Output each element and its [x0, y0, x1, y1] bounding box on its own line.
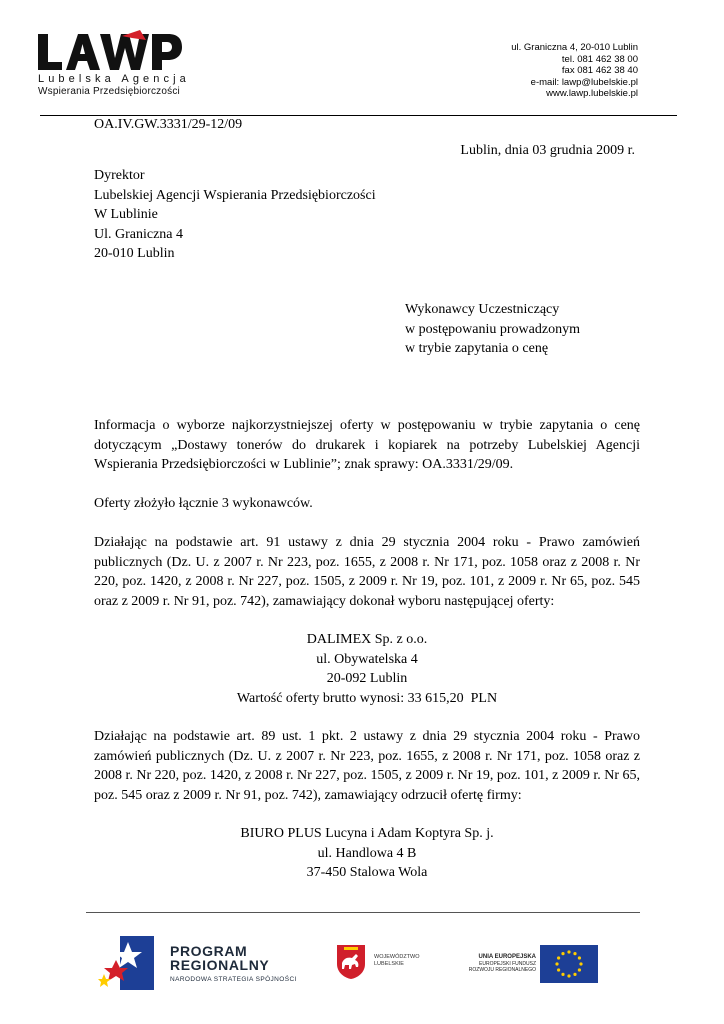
recipient-line: w postępowaniu prowadzonym	[405, 321, 580, 337]
address-line: 20-010 Lublin	[94, 246, 175, 262]
program-line-3: NARODOWA STRATEGIA SPÓJNOŚCI	[170, 976, 297, 983]
address-line: Dyrektor	[94, 168, 145, 183]
lubelskie-crest-icon	[336, 944, 366, 980]
voivodeship-text	[374, 954, 420, 968]
contact-website[interactable]: www.lawp.lubelskie.pl	[546, 88, 638, 100]
voivodeship-line-2: LUBELSKIE	[374, 961, 404, 967]
address-line: W Lublinie	[94, 207, 158, 223]
lawp-logo	[36, 30, 190, 100]
program-regionalny-icon	[98, 934, 158, 992]
voivodeship-line-1: WOJEWÓDZTWO	[374, 954, 420, 960]
eu-line-1: UNIA EUROPEJSKA	[478, 954, 536, 960]
header-divider	[40, 115, 677, 116]
art89-paragraph: Działając na podstawie art. 89 ust. 1 pkt. 2 ustawy z dnia 29 stycznia 2004 roku - Prawo zamówień publicznych (Dz. U. z 2007 r. Nr 223, poz. 1655, z 2008 r. Nr 171, poz. 1058 oraz z 2008 r. Nr 220, poz. 1420, z 2008 r. Nr 227, poz. 1505, z 2009 r. Nr 19, poz. 101, z 2009 r. Nr 65, poz. 545 oraz z 2009 r. Nr 91, poz. 742), zamawiający odrzucił ofertę firmy:	[94, 729, 640, 803]
eu-text	[444, 954, 536, 974]
rejected-offer	[94, 824, 640, 883]
footer-divider	[86, 912, 640, 913]
recipients-block	[405, 300, 580, 359]
info-paragraph: Informacja o wyborze najkorzystniejszej oferty w postępowaniu w trybie zapytania o cenę dotyczącym „Dostawy tonerów do drukarek i kopiarek na potrzeby Lubelskiej Agencji Wspierania Przedsiębiorczości w Lublinie”; znak sprawy: OA.3331/29/09.	[94, 418, 640, 472]
rejected-city: 37-450 Stalowa Wola	[306, 865, 428, 880]
letter-date: Lublin, dnia 03 grudnia 2009 r.	[460, 143, 635, 158]
contact-fax: fax 081 462 38 40	[561, 65, 638, 77]
selected-offer	[94, 630, 640, 708]
offers-count-paragraph: Oferty złożyło łącznie 3 wykonawców.	[94, 496, 313, 511]
recipient-line: w trybie zapytania o cenę	[405, 341, 549, 357]
logo-line-2: Wspierania Przedsiębiorczości	[38, 86, 180, 97]
rejected-street: ul. Handlowa 4 B	[317, 845, 417, 861]
art91-paragraph: Działając na podstawie art. 91 ustawy z dnia 29 stycznia 2004 roku - Prawo zamówień publicznych (Dz. U. z 2007 r. Nr 223, poz. 1655, z 2008 r. Nr 171, poz. 1058 oraz z 2008 r. Nr 220, poz. 1420, z 2008 r. Nr 227, poz. 1505, z 2009 r. Nr 19, poz. 101, z 2009 r. Nr 65, poz. 545 oraz z 2009 r. Nr 91, poz. 742), zamawiający dokonał wyboru następującej oferty:	[94, 535, 640, 609]
program-regionalny-text	[170, 944, 297, 983]
rejected-company: BIURO PLUS Lucyna i Adam Koptyra Sp. j.	[240, 826, 494, 841]
logo-line-1: Lubelska Agencja	[38, 73, 190, 85]
reference-number: OA.IV.GW.3331/29-12/09	[94, 117, 243, 132]
eu-line-2: EUROPEJSKI FUNDUSZ	[479, 960, 536, 967]
offer-street: ul. Obywatelska 4	[316, 651, 418, 667]
lawp-logo-mark	[36, 30, 186, 76]
offer-company: DALIMEX Sp. z o.o.	[306, 632, 428, 647]
address-line: Ul. Graniczna 4	[94, 226, 184, 242]
offer-value: Wartość oferty brutto wynosi: 33 615,20 PLN	[236, 690, 498, 706]
offer-city: 20-092 Lublin	[326, 671, 408, 686]
contact-block	[511, 42, 638, 100]
eu-line-3: ROZWOJU REGIONALNEGO	[468, 967, 536, 974]
contact-phone: tel. 081 462 38 00	[561, 53, 638, 65]
recipient-line: Wykonawcy Uczestniczący	[405, 302, 560, 317]
program-line-2: REGIONALNY	[170, 957, 270, 973]
contact-email[interactable]: e-mail: lawp@lubelskie.pl	[530, 76, 638, 88]
eu-flag-icon	[540, 945, 598, 983]
sender-address	[94, 166, 376, 264]
address-line: Lubelskiej Agencji Wspierania Przedsiębiorczości	[94, 187, 376, 203]
contact-address: ul. Graniczna 4, 20-010 Lublin	[511, 42, 638, 53]
program-line-1: PROGRAM	[170, 943, 248, 959]
